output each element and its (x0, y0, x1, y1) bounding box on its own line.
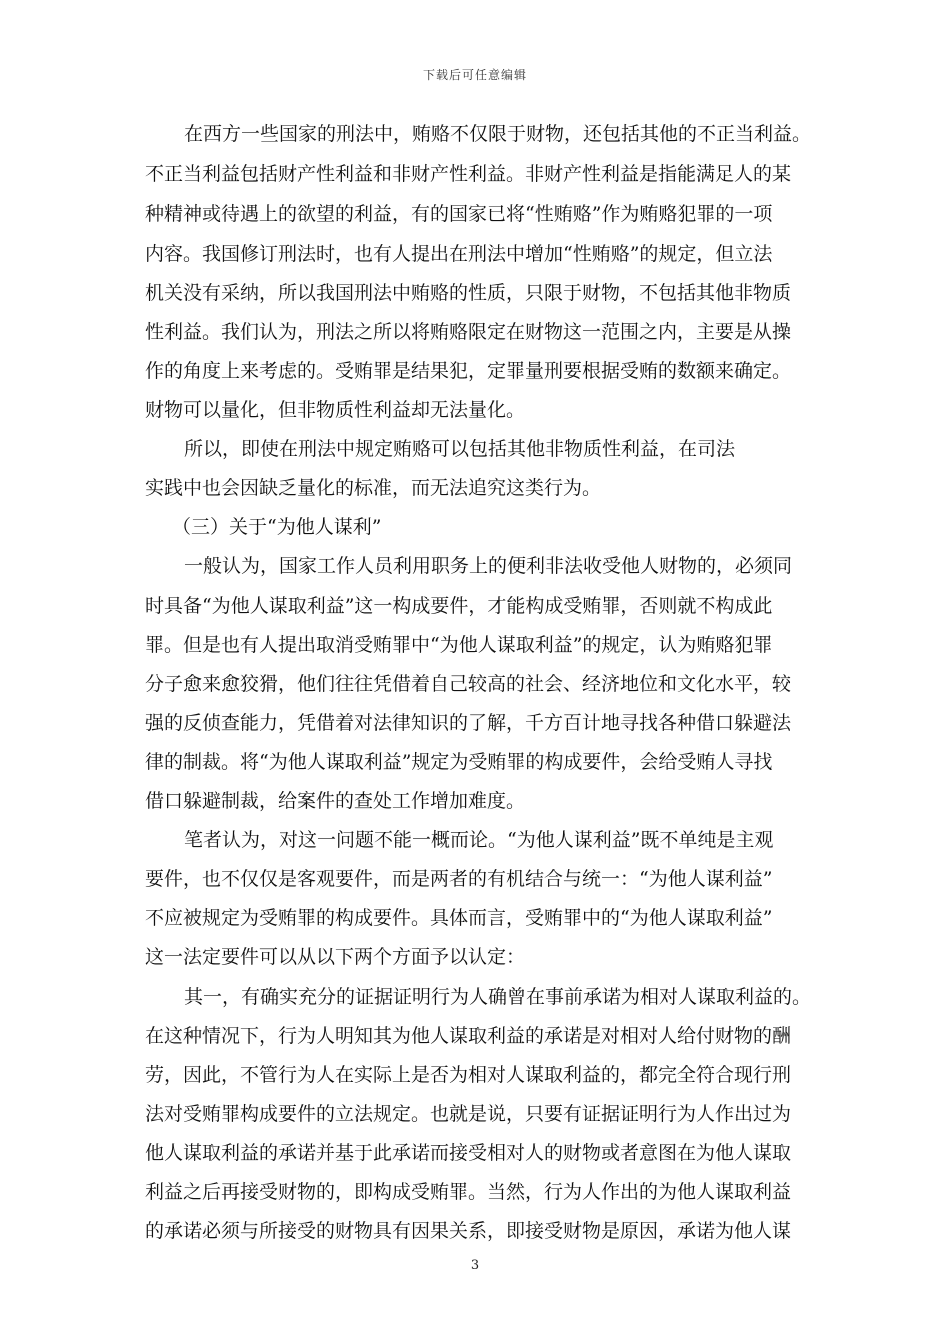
paragraph-line: 借口躲避制裁，给案件的查处工作增加难度。 (145, 790, 526, 812)
paragraph-line: 分子愈来愈狡猾，他们往往凭借着自己较高的社会、经济地位和文化水平，较 (145, 673, 792, 695)
paragraph-line: 律的制裁。将“为他人谋取利益”规定为受贿罪的构成要件，会给受贿人寻找 (145, 751, 773, 773)
paragraph-line: 罪。但是也有人提出取消受贿罪中“为他人谋取利益”的规定，认为贿赂犯罪 (145, 634, 773, 656)
paragraph-line: 强的反侦查能力，凭借着对法律知识的了解，千方百计地寻找各种借口躲避法 (145, 712, 792, 734)
paragraph-line: 不正当利益包括财产性利益和非财产性利益。非财产性利益是指能满足人的某 (145, 163, 792, 185)
paragraph-line: 劳，因此，不管行为人在实际上是否为相对人谋取利益的，都完全符合现行刑 (145, 1064, 792, 1086)
paragraph-line: 性利益。我们认为，刑法之所以将贿赂限定在财物这一范围之内，主要是从操 (145, 321, 792, 343)
paragraph-line: 在这种情况下，行为人明知其为他人谋取利益的承诺是对相对人给付财物的酬 (145, 1025, 792, 1047)
paragraph-line: 其一，有确实充分的证据证明行为人确曾在事前承诺为相对人谋取利益的。 (184, 986, 812, 1008)
paragraph-line: 种精神或待遇上的欲望的利益，有的国家已将“性贿赂”作为贿赂犯罪的一项 (145, 203, 773, 225)
paragraph-line: 财物可以量化，但非物质性利益却无法量化。 (145, 399, 526, 421)
page-number: 3 (470, 1258, 480, 1273)
paragraph-line: 一般认为，国家工作人员利用职务上的便利非法收受他人财物的，必须同 (184, 555, 793, 577)
paragraph-line: 要件，也不仅仅是客观要件，而是两者的有机结合与统一：“为他人谋利益” (145, 868, 773, 890)
paragraph-line: 他人谋取利益的承诺并基于此承诺而接受相对人的财物或者意图在为他人谋取 (145, 1142, 792, 1164)
paragraph-line: 作的角度上来考虑的。受贿罪是结果犯，定罪量刑要根据受贿的数额来确定。 (145, 360, 792, 382)
paragraph-line: 不应被规定为受贿罪的构成要件。具体而言，受贿罪中的“为他人谋取利益” (145, 907, 773, 929)
paragraph-line: 这一法定要件可以从以下两个方面予以认定： (145, 946, 526, 968)
paragraph-line: 的承诺必须与所接受的财物具有因果关系，即接受财物是原因，承诺为他人谋 (145, 1220, 792, 1242)
paragraph-line: 时具备“为他人谋取利益”这一构成要件，才能构成受贿罪，否则就不构成此 (145, 595, 773, 617)
paragraph-line: 机关没有采纳，所以我国刑法中贿赂的性质，只限于财物，不包括其他非物质 (145, 282, 792, 304)
paragraph-line: 实践中也会因缺乏量化的标准，而无法追究这类行为。 (145, 477, 602, 499)
paragraph-line: 内容。我国修订刑法时，也有人提出在刑法中增加“性贿赂”的规定，但立法 (145, 243, 773, 265)
paragraph-line: 在西方一些国家的刑法中，贿赂不仅限于财物，还包括其他的不正当利益。 (184, 123, 812, 145)
paragraph-line: 法对受贿罪构成要件的立法规定。也就是说，只要有证据证明行为人作出过为 (145, 1103, 792, 1125)
paragraph-line: 利益之后再接受财物的，即构成受贿罪。当然，行为人作出的为他人谋取利益 (145, 1181, 792, 1203)
paragraph-line: 笔者认为，对这一问题不能一概而论。“为他人谋利益”既不单纯是主观 (184, 829, 774, 851)
paragraph-line: 所以，即使在刑法中规定贿赂可以包括其他非物质性利益，在司法 (184, 438, 736, 460)
section-heading: （三）关于“为他人谋利” (172, 516, 382, 538)
page-header: 下载后可任意编辑 (422, 68, 527, 82)
